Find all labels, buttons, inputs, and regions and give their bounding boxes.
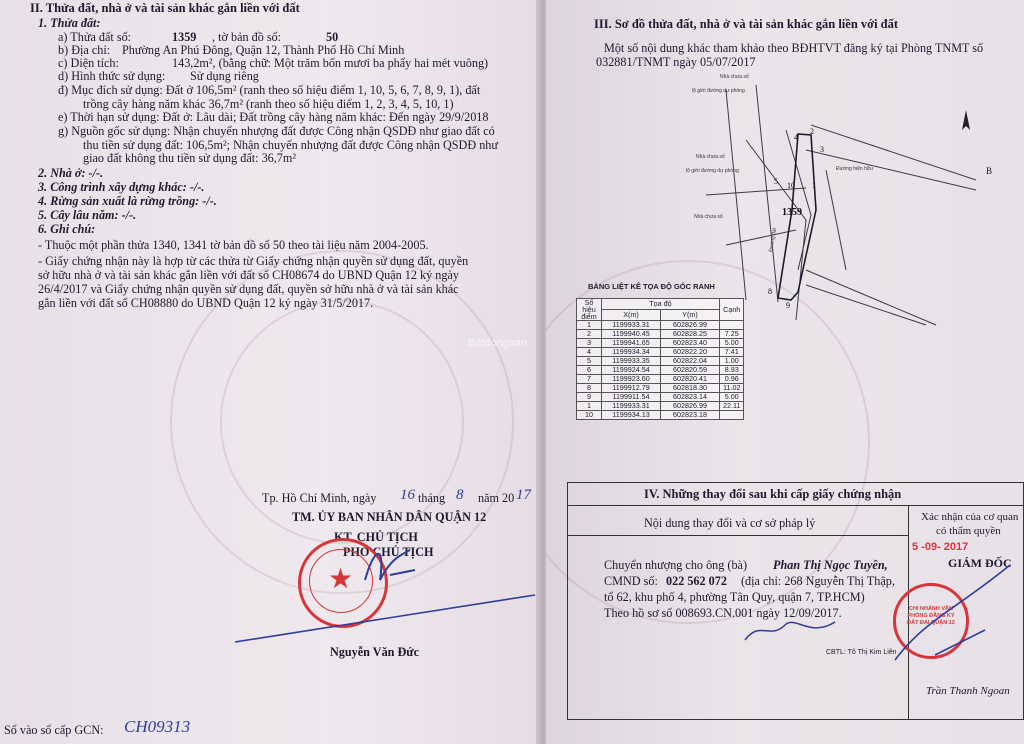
table-row [577,366,744,375]
y-cell: 602828.25 [661,330,720,339]
parcel-diagram [686,70,996,330]
change-id: 022 562 072 [666,574,727,588]
parcel-number-label: 1359 [782,207,802,218]
term-line: e) Thời hạn sử dụng: Đất ở: Lâu dài; Đất trồng cây hàng năm khác: Đến ngày 29/9/2018 [58,110,489,124]
table-row [577,321,744,330]
point-id-cell: 8 [577,384,602,393]
y-cell: 602826.99 [661,321,720,330]
coordinate-rows [577,321,744,420]
point-10: 10 [787,181,795,190]
site-watermark: Batdongsan [468,337,527,349]
seal-text: CHI NHÁNH VĂN PHÒNG ĐĂNG KÝ ĐẤT ĐAI QUẬN 12 [907,606,955,626]
y-cell: 602823.40 [661,339,720,348]
point-id-cell: 4 [577,348,602,357]
x-cell: 1199924.54 [602,366,661,375]
point-id-cell: 10 [577,411,602,420]
house-label-1: Nhà chưa số [720,74,749,80]
origin-line-2: thu tiền sử dụng đất: 106,5m²; Nhận chuyển nhượng đất được Công nhận QSDĐ như [83,138,498,152]
authority: TM. ỦY BAN NHÂN DÂN QUẬN 12 [292,510,487,524]
main-road-label: Đường hiện hữu [836,166,873,172]
change-line-2b: (địa chỉ: 268 Nguyễn Thị Thập, [741,574,895,588]
stamp-date: 5 -09- 2017 [912,541,969,553]
side-road-label: Đường đất [768,227,779,253]
edge-cell [720,411,744,420]
col-coordinates: Tọa độ [602,299,720,310]
area: 143,2m², (bằng chữ: Một trăm bốn mươi ba phẩy hai mét vuông) [172,56,489,70]
deputy-signature [360,540,420,590]
north-arrow-icon [962,110,970,130]
map-sheet: 50 [326,30,339,44]
point-id-cell: 7 [577,375,602,384]
note-1: - Thuộc một phần thửa 1340, 1341 tờ bản đồ số 50 theo tài liệu năm 2004-2005. [38,238,429,252]
road-label-2: lộ giới đường dự phòng [686,168,739,174]
change-line-1a: Chuyển nhượng cho ông (bà) [604,558,748,572]
reference-line-1: Một số nội dung khác tham khảo theo BĐHTVT đăng ký tại Phòng TNMT số [604,41,984,55]
confirm-signature [875,560,1015,670]
house-label-2: Nhà chưa số [696,154,725,160]
coordinate-table-title: BẢNG LIỆT KÊ TỌA ĐỘ GÓC RANH [588,282,715,291]
y-cell: 602823.14 [661,393,720,402]
x-cell: 1199940.45 [602,330,661,339]
changes-col1-header: Nội dung thay đổi và cơ sở pháp lý [644,516,816,530]
y-cell: 602826.99 [661,402,720,411]
y-cell: 602822.04 [661,357,720,366]
date-month: 8 [456,487,464,503]
forest-heading: 4. Rừng sản xuất là rừng trồng: -/-. [38,194,217,208]
change-line-3: tổ 62, khu phố 4, phường Tân Quy, quận 7, TP.HCM) [604,590,865,604]
x-cell: 1199941.65 [602,339,661,348]
y-cell: 602820.41 [661,375,720,384]
diagram-section-title: III. Sơ đồ thửa đất, nhà ở và tài sản khác gắn liền với đất [594,17,899,31]
edge-cell: 5.00 [720,339,744,348]
table-row [577,393,744,402]
kt-chairman: KT. CHỦ TỊCH [334,530,418,544]
address-label: b) Địa chỉ: [58,43,111,57]
table-row [577,384,744,393]
origin-line-1: g) Nguồn gốc sử dụng: Nhận chuyển nhượng đất được Công nhận QSDĐ như giao đất có [58,124,495,138]
table-row [577,375,744,384]
change-line-4: Theo hồ sơ số 008693.CN.001 ngày 12/09/2017. [604,606,842,620]
house-heading: 2. Nhà ở: -/-. [38,166,104,180]
col-y: Y(m) [661,310,720,321]
y-cell: 602818.30 [661,384,720,393]
y-cell: 602822.20 [661,348,720,357]
table-row [577,339,744,348]
point-id-cell: 1 [577,402,602,411]
reference-line-2: 032881/TNMT ngày 05/07/2017 [596,55,756,69]
point-id-cell: 1 [577,321,602,330]
date-year: 17 [516,487,531,503]
register-label: Số vào sổ cấp GCN: [4,723,104,737]
coordinate-table [576,298,744,420]
table-row [577,357,744,366]
date-month-label: tháng [418,491,446,505]
register-number: CH09313 [124,717,191,736]
note-2-line-2: sở hữu nhà ở và tài sản khác gắn liền với đất số CH08674 do UBND Quận 12 ký ngày [38,268,459,282]
col-point-id: Số hiệu điểm [577,299,602,321]
origin-line-3: giao đất không thu tiền sử dụng đất: 36,7m² [83,151,297,165]
point-id-cell: 5 [577,357,602,366]
director-title: GIÁM ĐỐC [948,556,1012,570]
x-cell: 1199933.31 [602,402,661,411]
col-edge: Cạnh [720,299,744,321]
edge-cell: 7.25 [720,330,744,339]
point-5: 5 [774,177,778,186]
edge-cell: 22.11 [720,402,744,411]
edge-cell: 0.96 [720,375,744,384]
table-row [577,402,744,411]
deputy-chairman: PHÓ CHỦ TỊCH [343,545,434,559]
table-row [577,330,744,339]
y-cell: 602823.18 [661,411,720,420]
y-cell: 602820.59 [661,366,720,375]
usage-form-label: d) Hình thức sử dụng: [58,69,166,83]
changes-col2-header-l1: Xác nhận của cơ quan [921,511,1019,523]
point-4: 4 [794,133,798,142]
purpose-line-2: trồng cây hàng năm khác 36,7m² (ranh theo số hiệu điểm 1, 2, 3, 4, 5, 10, 1) [83,97,454,111]
edge-cell: 7.41 [720,348,744,357]
construction-heading: 3. Công trình xây dựng khác: -/-. [38,180,205,194]
section-title: II. Thửa đất, nhà ở và tài sản khác gắn liền với đất [30,1,300,15]
point-id-cell: 6 [577,366,602,375]
edge-cell: 1.00 [720,357,744,366]
date-day: 16 [400,487,415,503]
point-id-cell: 3 [577,339,602,348]
note-2-line-4: gắn liền với đất số CH08880 do UBND Quận 12 ký ngày 31/5/2017. [38,296,374,310]
x-cell: 1199933.35 [602,357,661,366]
date-year-label: năm 20 [478,491,515,505]
x-cell: 1199912.79 [602,384,661,393]
table-row [577,348,744,357]
table-row [577,411,744,420]
date-place: Tp. Hồ Chí Minh, ngày [262,491,377,505]
edge-cell: 8.93 [720,366,744,375]
address: Phường An Phú Đông, Quận 12, Thành Phố Hồ Chí Minh [122,43,405,57]
map-sheet-label: , tờ bản đồ số: [212,30,282,44]
perennial-heading: 5. Cây lâu năm: -/-. [38,208,137,222]
house-label-3: Nhà chưa số [694,214,723,220]
edge-cell: 5.00 [720,393,744,402]
change-line-2a: CMND số: [604,574,658,588]
changes-col2-header-l2: có thẩm quyền [936,525,1001,537]
star-icon: ★ [328,563,354,594]
drum-watermark-inner [220,300,464,544]
area-label: c) Diện tích: [58,56,119,70]
x-cell: 1199934.13 [602,411,661,420]
x-cell: 1199933.31 [602,321,661,330]
point-8: 8 [768,287,772,296]
point-3: 3 [820,145,824,154]
signer-name: Nguyễn Văn Đức [330,645,420,659]
officer-signature [740,610,840,650]
parcel-heading: 1. Thửa đất: [38,16,101,30]
point-2: 2 [810,127,814,136]
col-x: X(m) [602,310,661,321]
point-id-cell: 9 [577,393,602,402]
point-id-cell: 2 [577,330,602,339]
note-2-line-1: - Giấy chứng nhận này là hợp từ các thửa từ Giấy chứng nhận quyền sử dụng đất, quyền [38,254,469,268]
blue-pen-line [230,590,540,650]
point-9: 9 [786,301,790,310]
confirm-signer: Trần Thanh Ngoan [926,685,1010,697]
purpose-line-1: đ) Mục đích sử dụng: Đất ở 106,5m² (ranh theo số hiệu điểm 1, 10, 5, 6, 7, 8, 9, 1), đất [58,83,481,97]
notes-heading: 6. Ghi chú: [38,222,96,236]
x-cell: 1199911.54 [602,393,661,402]
parcel-no-label: a) Thửa đất số: [58,30,132,44]
x-cell: 1199923.60 [602,375,661,384]
road-label-1: lộ giới đường dự phòng [692,88,745,94]
point-1: 1 [812,181,816,190]
marker-b: B [986,166,993,176]
changes-header-line [568,535,908,536]
parcel-no: 1359 [172,30,197,44]
change-name: Phan Thị Ngọc Tuyền, [773,558,888,572]
edge-cell: 11.02 [720,384,744,393]
note-2-line-3: 26/4/2017 và Giấy chứng nhận quyền sử dụng đất, quyền sở hữu nhà ở và tài sản khác [38,282,459,296]
x-cell: 1199934.34 [602,348,661,357]
usage-form: Sử dụng riêng [190,69,259,83]
changes-title: IV. Những thay đổi sau khi cấp giấy chứng nhận [644,487,902,501]
cbtl-officer: CBTL: Tô Thị Kim Liên [826,649,897,656]
